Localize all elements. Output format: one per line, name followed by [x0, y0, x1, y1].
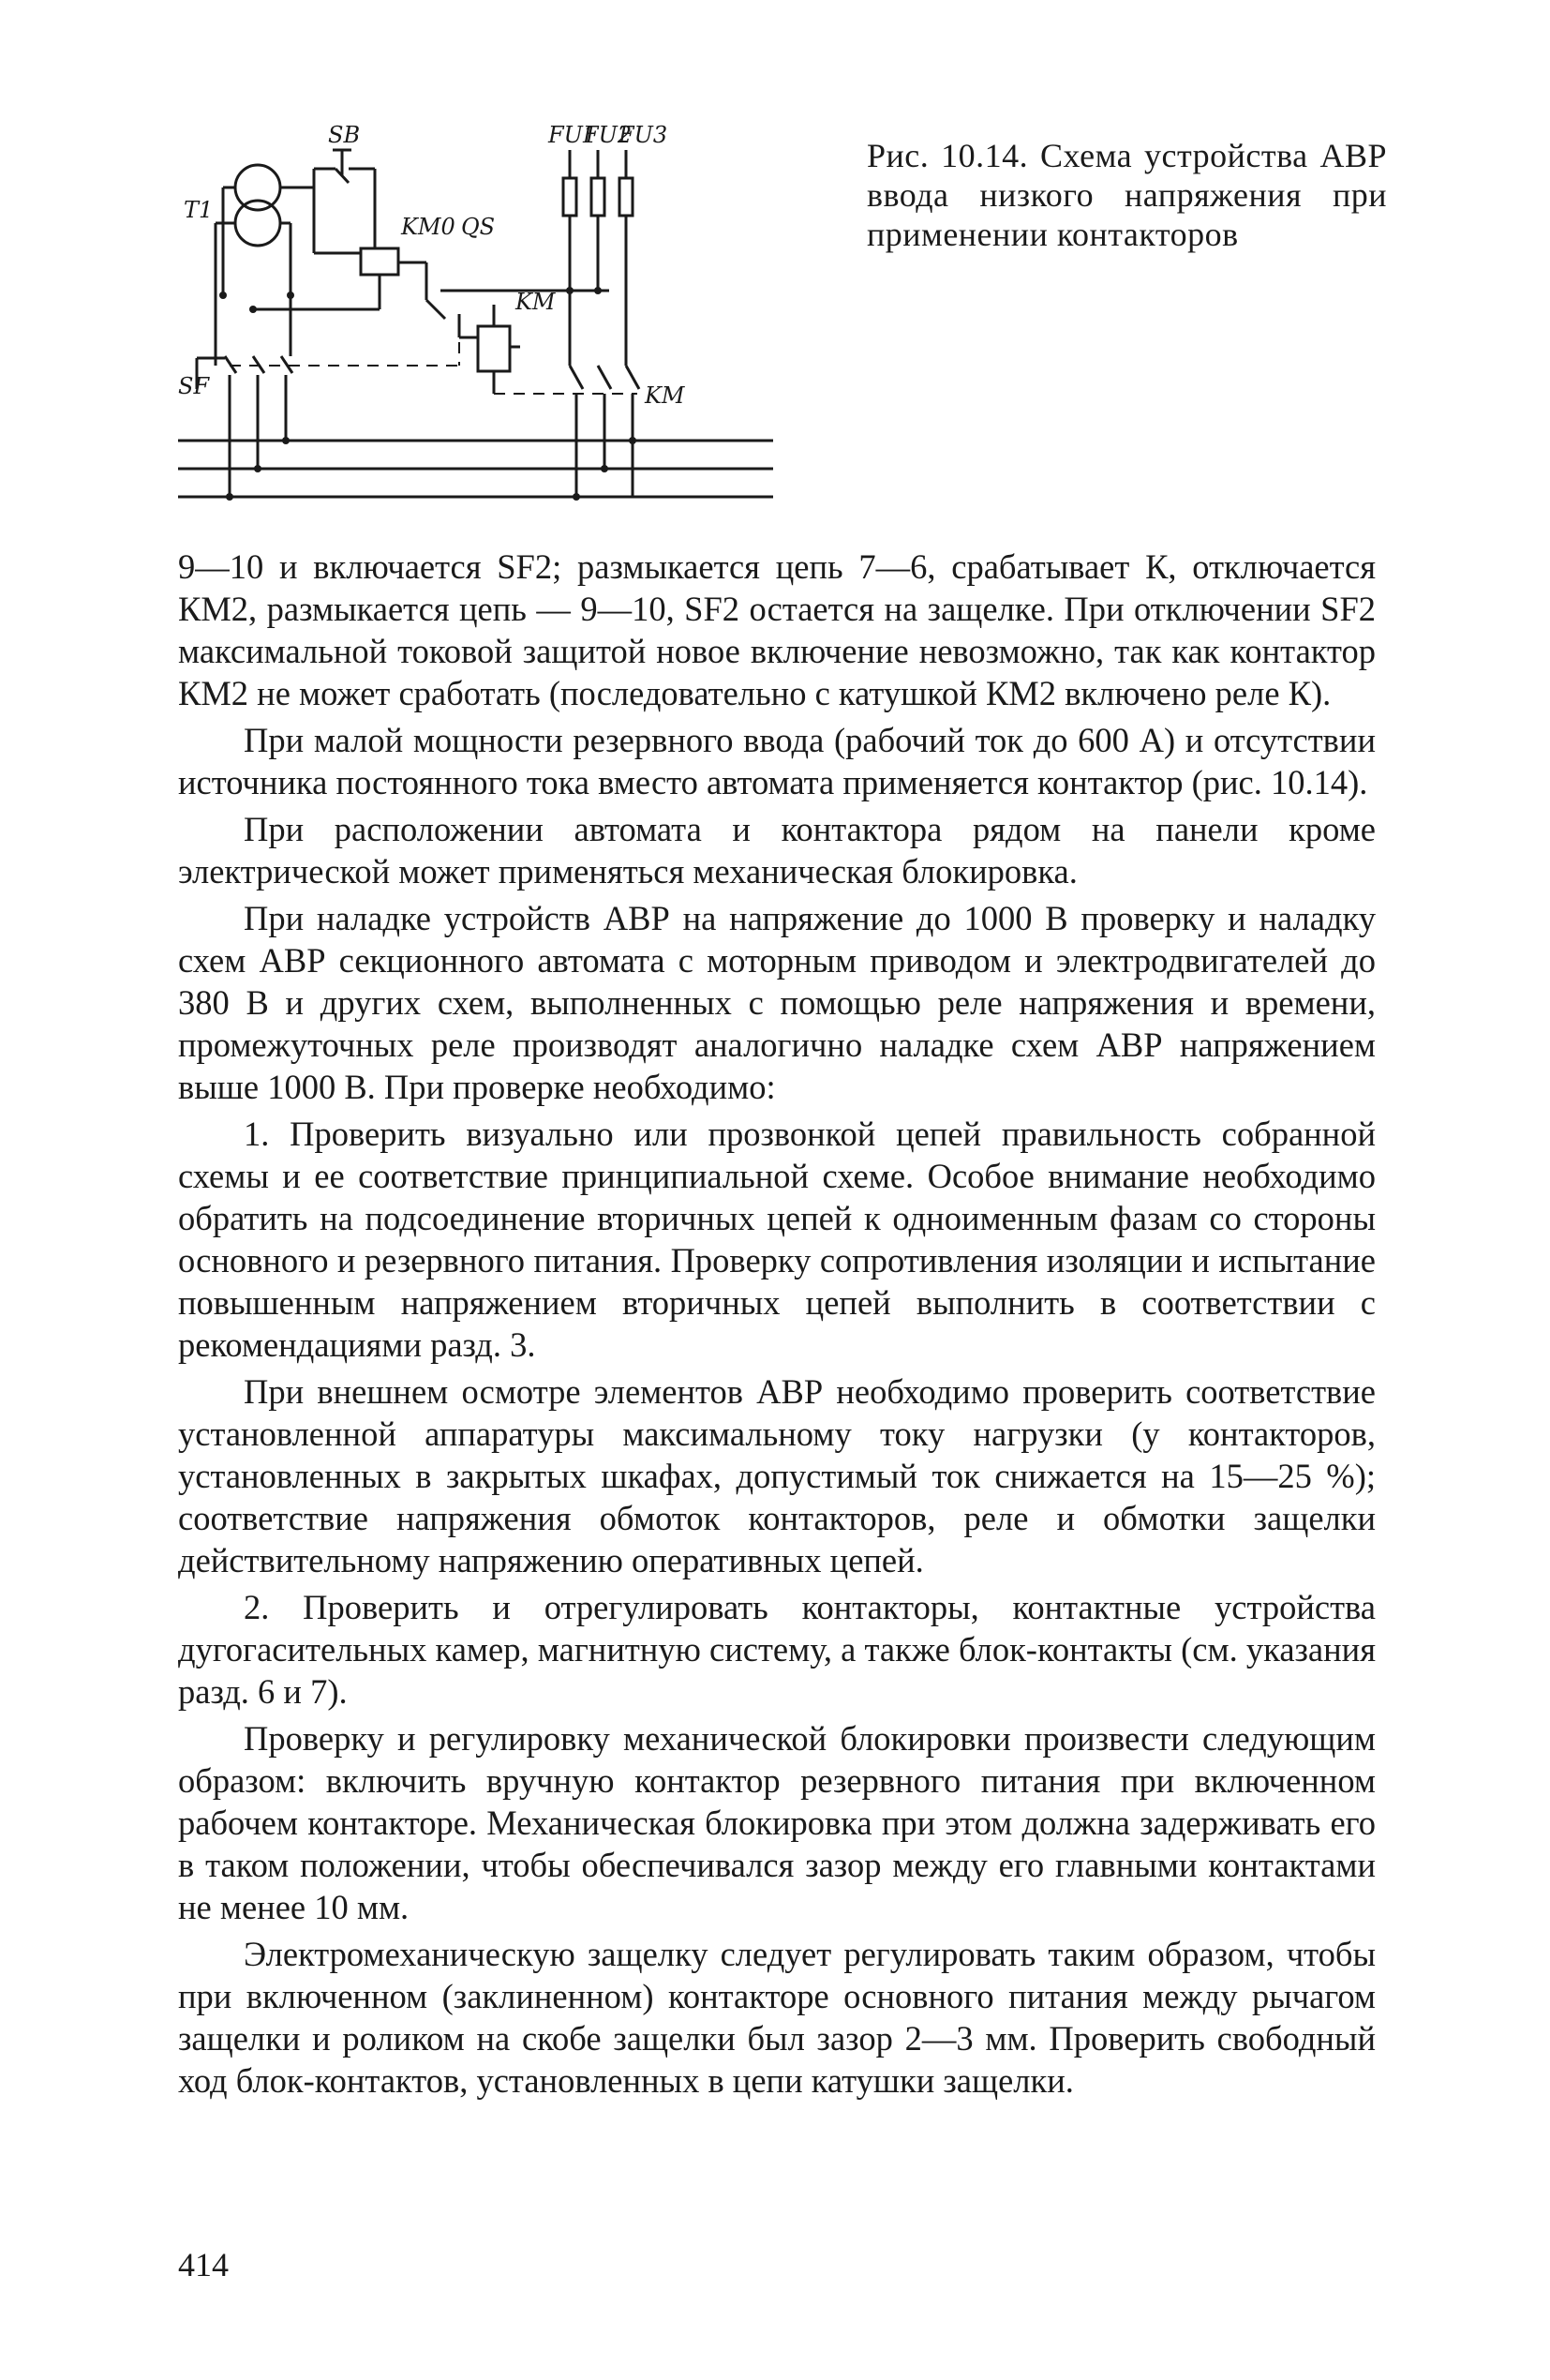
label-sf: SF	[178, 373, 210, 399]
label-t1: T1	[184, 197, 214, 223]
label-km-coil: KM	[515, 289, 556, 315]
circuit-diagram	[178, 112, 806, 525]
page-number: 414	[178, 2246, 229, 2283]
label-fu1: FU1	[548, 122, 598, 148]
paragraph: При внешнем осмотре элементов АВР необходимо проверить соответствие установленной аппаратуры максимальному току нагрузки (у контакторов, установленных в закрытых шкафах, допустимый ток снижается на 15—25 %); соответствие напряжения обмоток контакторов, реле и обмотки защелки действительному напряжению оперативных цепей.	[178, 1372, 1376, 1579]
label-fu2: FU2	[583, 122, 633, 148]
paragraph: При наладке устройств АВР на напряжение до 1000 В проверку и наладку схем АВР секционного автомата с моторным приводом и электродвигателей до 380 В и других схем, выполненных с помощью реле напряжения и времени, промежуточных реле производят аналогично наладке схем АВР напряжением выше 1000 В. При проверке необходимо:	[178, 899, 1376, 1106]
paragraph: При малой мощности резервного ввода (рабочий ток до 600 А) и отсутствии источника постоянного тока вместо автомата применяется контактор (рис. 10.14).	[178, 721, 1376, 801]
label-sb: SB	[328, 122, 361, 148]
paragraph: Проверку и регулировку механической блокировки произвести следующим образом: включить вручную контактор резервного питания при включенном рабочем контакторе. Механическая блокировка при этом должна задерживать его в таком положении, чтобы обеспечивался зазор между его главными контактами не менее 10 мм.	[178, 1719, 1376, 1926]
label-qs: QS	[461, 214, 496, 240]
figure	[178, 112, 1387, 525]
label-fu3: FU3	[619, 122, 668, 148]
body-text	[178, 546, 1376, 2106]
paragraph: 9—10 и включается SF2; размыкается цепь 7—6, срабатывает К, отключается КМ2, размыкается цепь — 9—10, SF2 остается на защелке. При отключении SF2 максимальной токовой защитой новое включение невозможно, так как контактор КМ2 не может сработать (последовательно с катушкой КМ2 включено реле К).	[178, 547, 1376, 712]
paragraph: При расположении автомата и контактора рядом на панели кроме электрической может применяться механическая блокировка.	[178, 810, 1376, 891]
figure-caption: Рис. 10.14. Схема устройства АВР ввода низкого напряжения при применении контакторов	[867, 137, 1387, 253]
paragraph: 2. Проверить и отрегулировать контакторы, контактные устройства дугогасительных камер, магнитную систему, а также блок-контакты (см. указания разд. 6 и 7).	[178, 1588, 1376, 1711]
paragraph: Электромеханическую защелку следует регулировать таким образом, чтобы при включенном (заклиненном) контакторе основного питания между рычагом защелки и роликом на скобе защелки был зазор 2—3 мм. Проверить свободный ход блок-контактов, установленных в цепи катушки защелки.	[178, 1935, 1376, 2100]
label-km-contacts: KM	[645, 382, 685, 409]
paragraph: 1. Проверить визуально или прозвонкой цепей правильность собранной схемы и ее соответствие принципиальной схеме. Особое внимание необходимо обратить на подсоединение вторичных цепей к одноименным фазам со стороны основного и резервного питания. Проверку сопротивления изоляции и испытание повышенным напряжением вторичных цепей выполнить в соответствии с рекомендациями разд. 3.	[178, 1115, 1376, 1364]
label-km0: KM0	[401, 214, 455, 240]
